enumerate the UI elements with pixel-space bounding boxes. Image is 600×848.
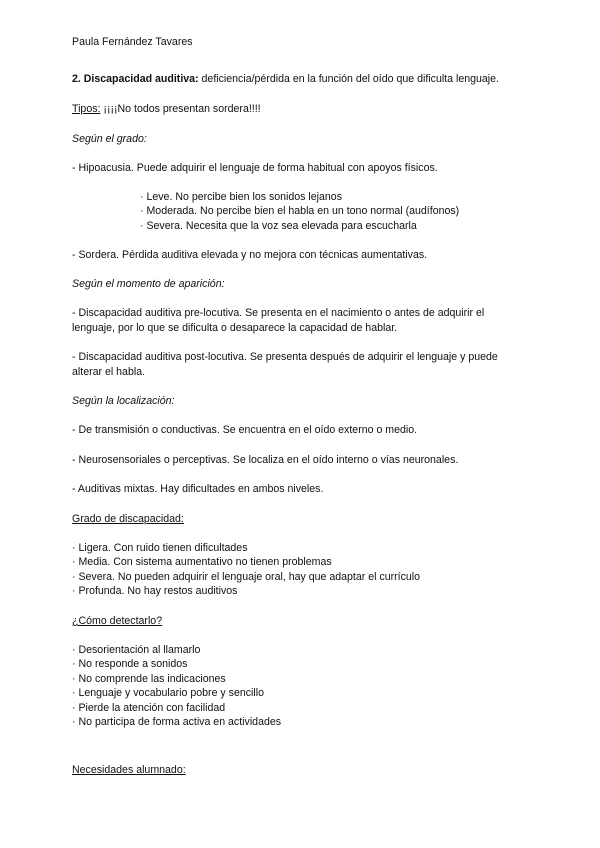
detectar-item: · Lenguaje y vocabulario pobre y sencillo: [72, 687, 264, 699]
hipoacusia-subitem: · Severa. Necesita que la voz sea elevada para escucharla: [140, 220, 417, 232]
detectar-item: · Pierde la atención con facilidad: [72, 702, 226, 714]
grado-discapacidad-title: Grado de discapacidad:: [72, 513, 184, 525]
localizacion-item: - Neurosensoriales o perceptivas. Se localiza en el oído interno o vías neuronales.: [72, 454, 459, 466]
author-name: Paula Fernández Tavares: [72, 36, 193, 48]
grado-discapacidad-item: · Ligera. Con ruido tienen dificultades: [72, 542, 248, 554]
subsection-grado-title: Según el grado:: [72, 133, 147, 145]
tipos-label: Tipos:: [72, 103, 101, 115]
subsection-localizacion-title: Según la localización:: [72, 395, 175, 407]
detectar-item: · No comprende las indicaciones: [72, 673, 226, 685]
tipos-line: [72, 103, 261, 116]
prelocutiva-line: - Discapacidad auditiva pre-locutiva. Se presenta en el nacimiento o antes de adquirir el: [72, 307, 485, 319]
detectar-item: · No participa de forma activa en actividades: [72, 716, 282, 728]
detectar-title: ¿Cómo detectarlo?: [72, 615, 163, 627]
localizacion-item: - Auditivas mixtas. Hay dificultades en ambos niveles.: [72, 483, 324, 495]
section-heading: [72, 73, 499, 86]
postlocutiva-line: alterar el habla.: [72, 366, 146, 378]
localizacion-item: - De transmisión o conductivas. Se encuentra en el oído externo o medio.: [72, 424, 418, 436]
prelocutiva-line: lenguaje, por lo que se dificulta o desaparece la capacidad de hablar.: [72, 322, 398, 334]
subsection-momento-title: Según el momento de aparición:: [72, 278, 225, 290]
necesidades-title: Necesidades alumnado:: [72, 764, 186, 776]
detectar-item: · No responde a sonidos: [72, 658, 188, 670]
grado-discapacidad-item: · Profunda. No hay restos auditivos: [72, 585, 238, 597]
sordera-item: - Sordera. Pérdida auditiva elevada y no mejora con técnicas aumentativas.: [72, 249, 428, 261]
postlocutiva-line: - Discapacidad auditiva post-locutiva. Se presenta después de adquirir el lenguaje y puede: [72, 351, 498, 363]
grado-discapacidad-item: · Severa. No pueden adquirir el lenguaje oral, hay que adaptar el currículo: [72, 571, 421, 583]
hipoacusia-item: - Hipoacusia. Puede adquirir el lenguaje de forma habitual con apoyos físicos.: [72, 162, 438, 174]
hipoacusia-subitem: · Moderada. No percibe bien el habla en un tono normal (audífonos): [140, 205, 460, 217]
detectar-item: · Desorientación al llamarlo: [72, 644, 201, 656]
heading-description: deficiencia/pérdida en la función del oído que dificulta lenguaje.: [198, 73, 499, 85]
tipos-note: ¡¡¡¡No todos presentan sordera!!!!: [100, 103, 261, 115]
hipoacusia-subitem: · Leve. No percibe bien los sonidos lejanos: [140, 191, 342, 203]
grado-discapacidad-item: · Media. Con sistema aumentativo no tienen problemas: [72, 556, 332, 568]
heading-title: 2. Discapacidad auditiva:: [72, 73, 199, 85]
